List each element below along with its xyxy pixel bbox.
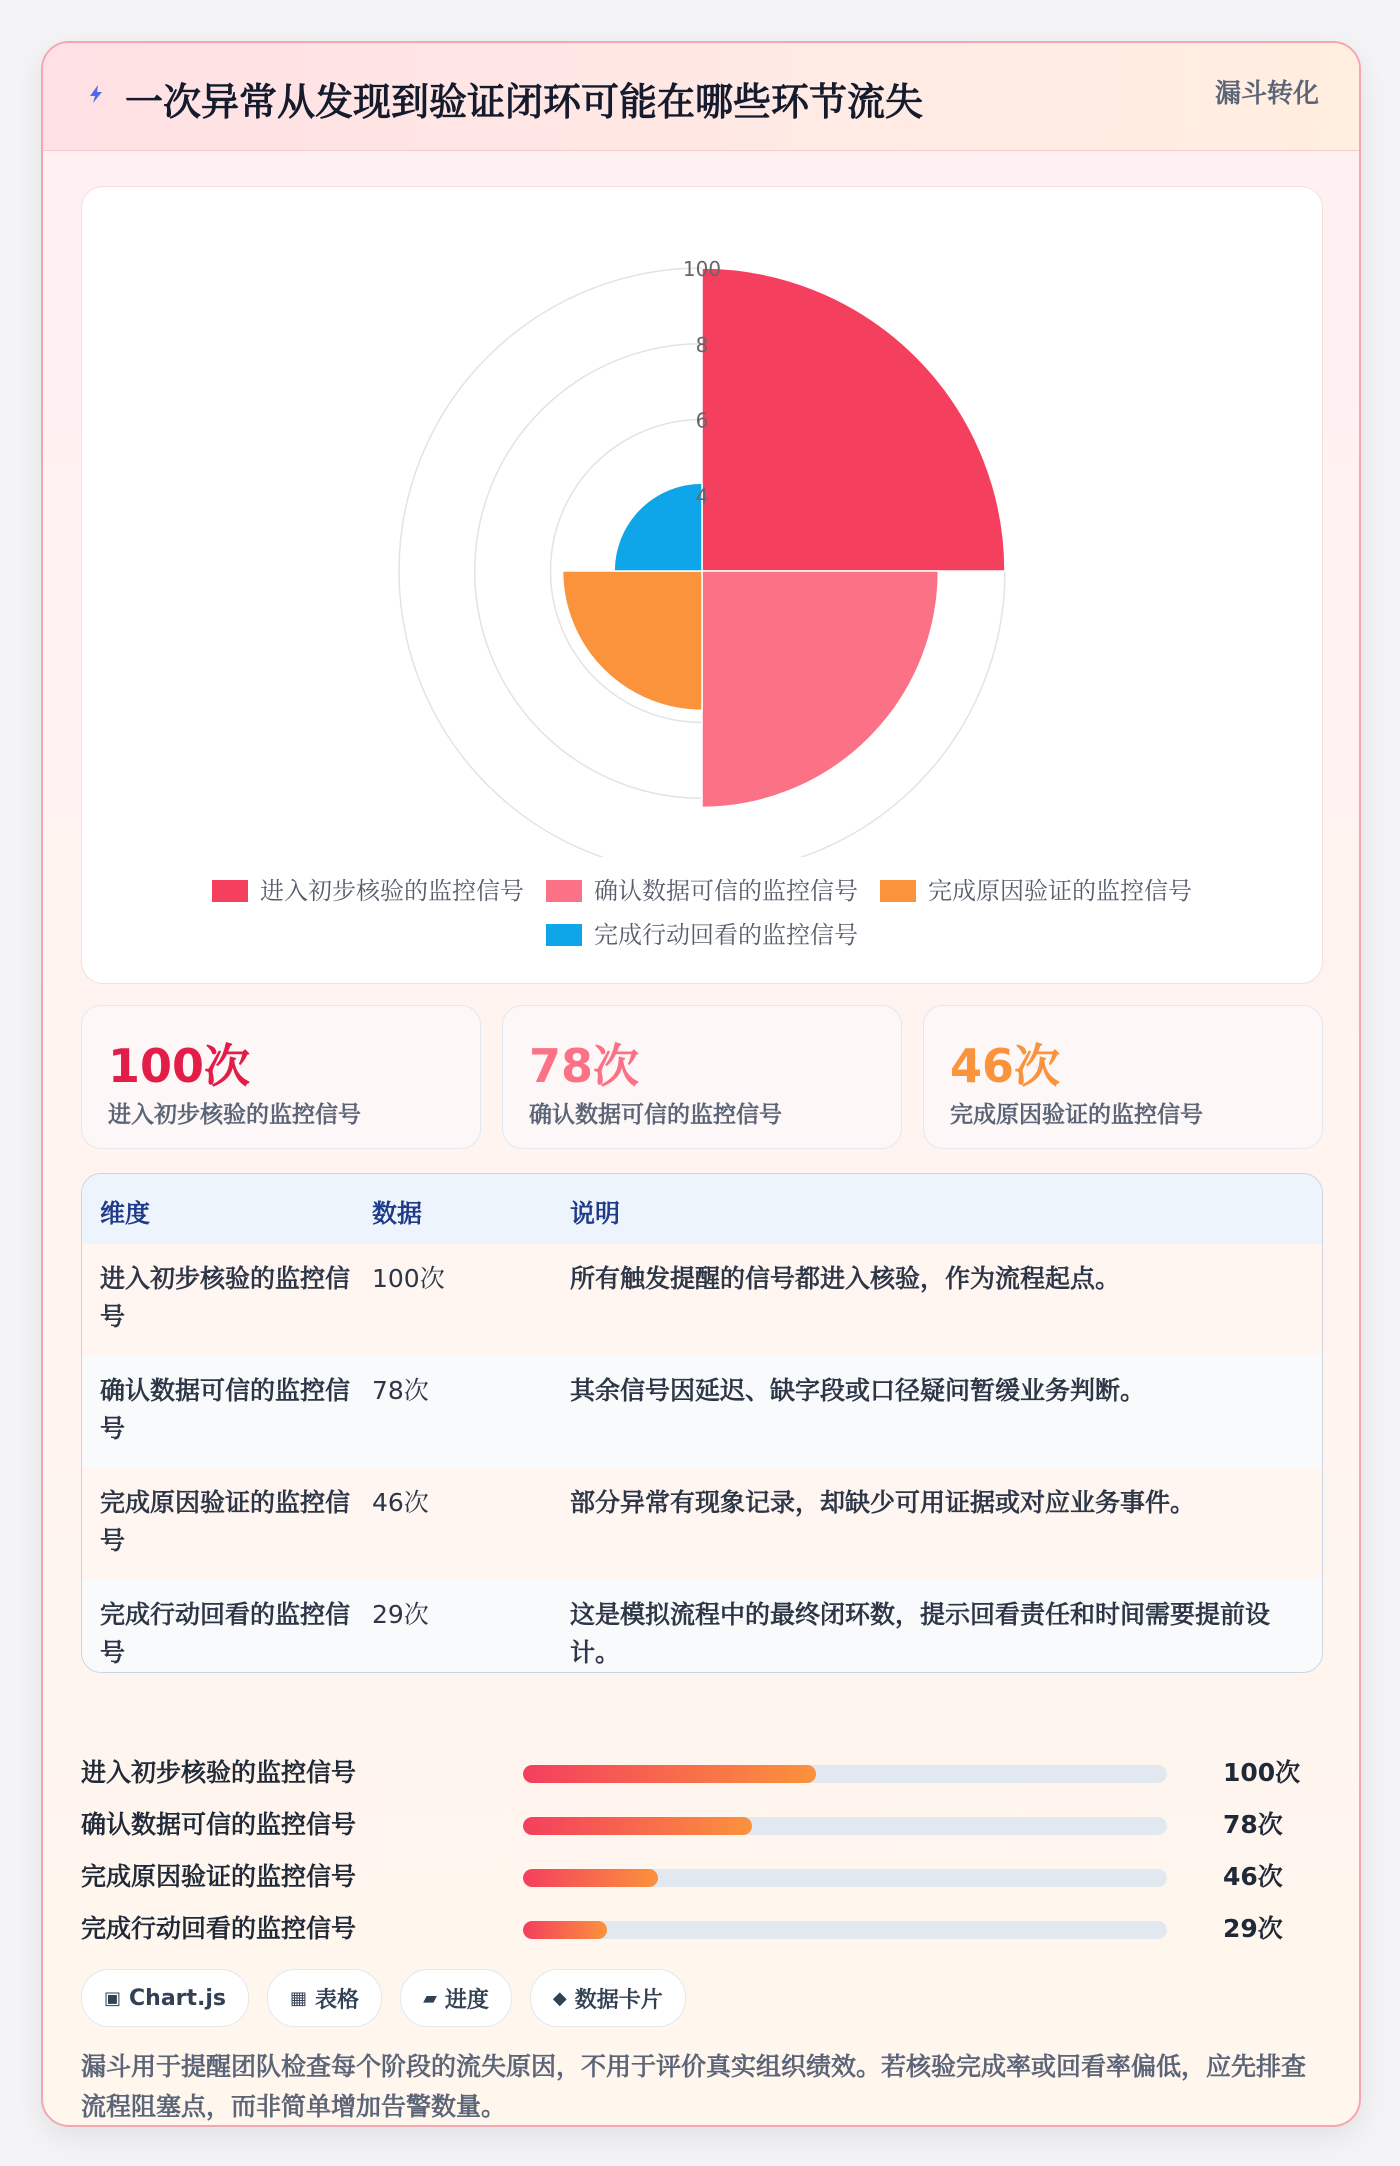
- progress-icon: ▰: [423, 1987, 437, 2009]
- progress-track: [523, 1817, 1167, 1835]
- table-cell-data: 46次: [372, 1488, 429, 1517]
- stat-value-1: 100次: [108, 1039, 251, 1093]
- table-cell-data: 78次: [372, 1376, 429, 1405]
- legend-swatch-1: [212, 880, 248, 902]
- progress-track: [523, 1921, 1167, 1939]
- chart-type-badge: 漏斗转化: [1214, 79, 1319, 109]
- legend-label-1: 进入初步核验的监控信号: [260, 877, 524, 905]
- tag-list: [81, 1969, 686, 2027]
- table-header-data: 数据: [372, 1199, 423, 1228]
- lightning-icon: [85, 83, 107, 105]
- stat-value-3: 46次: [950, 1039, 1061, 1093]
- table-cell-data: 29次: [372, 1600, 429, 1629]
- table-icon: ▦: [290, 1987, 308, 2009]
- legend-swatch-3: [880, 880, 916, 902]
- legend-label-3: 完成原因验证的监控信号: [928, 877, 1192, 905]
- legend-item-4[interactable]: [546, 913, 858, 957]
- chart-legend: [82, 869, 1322, 957]
- tag-label: 表格: [315, 1987, 360, 2013]
- table-row: [82, 1356, 1322, 1469]
- stat-label-3: 完成原因验证的监控信号: [950, 1102, 1203, 1128]
- table-cell-description: 部分异常有现象记录，却缺少可用证据或对应业务事件。: [570, 1488, 1196, 1517]
- funnel-card: [41, 41, 1361, 2127]
- tag-label: 进度: [444, 1987, 489, 2013]
- table-cell-description: 所有触发提醒的信号都进入核验，作为流程起点。: [570, 1264, 1121, 1293]
- legend-swatch-2: [546, 880, 582, 902]
- footnote: 漏斗用于提醒团队检查每个阶段的流失原因，不用于评价真实组织绩效。若核验完成率或回看率偏低，应先排查流程阻塞点，而非简单增加告警数量。: [81, 2052, 1307, 2121]
- stat-card-2: [502, 1005, 902, 1149]
- tag-progress[interactable]: [400, 1969, 512, 2027]
- progress-value: 78次: [1223, 1810, 1283, 1839]
- polar-segment-4[interactable]: [614, 483, 702, 571]
- tag-label: 数据卡片: [574, 1987, 663, 2013]
- progress-list: [81, 1753, 1321, 1973]
- table-cell-dimension: 确认数据可信的监控信号: [100, 1376, 351, 1443]
- table-cell-description: 其余信号因延迟、缺字段或口径疑问暂缓业务判断。: [570, 1376, 1146, 1405]
- data-table: [81, 1173, 1323, 1673]
- table-header: [82, 1174, 1322, 1245]
- legend-item-2[interactable]: [546, 869, 858, 913]
- stat-card-3: [923, 1005, 1323, 1149]
- table-cell-dimension: 完成原因验证的监控信号: [100, 1488, 351, 1555]
- radial-tick-label: 4: [695, 484, 709, 509]
- progress-value: 46次: [1223, 1862, 1283, 1891]
- progress-value: 100次: [1223, 1758, 1301, 1787]
- table-row: [82, 1580, 1322, 1673]
- progress-track: [523, 1765, 1167, 1783]
- page-title: 一次异常从发现到验证闭环可能在哪些环节流失: [125, 80, 924, 124]
- progress-label: 完成原因验证的监控信号: [81, 1862, 357, 1891]
- polar-segment-3[interactable]: [563, 571, 702, 710]
- table-header-dimension: 维度: [100, 1199, 151, 1228]
- legend-item-1[interactable]: [212, 869, 524, 913]
- legend-item-3[interactable]: [880, 869, 1192, 913]
- table-row: [82, 1244, 1322, 1357]
- radial-tick-label: 100: [682, 257, 722, 281]
- progress-row-2: [81, 1805, 1321, 1845]
- progress-fill: [523, 1869, 658, 1887]
- polar-segment-2[interactable]: [702, 571, 938, 807]
- tag-label: Chart.js: [129, 1985, 227, 2011]
- tag-chartjs[interactable]: [81, 1969, 249, 2027]
- polar-area-chart: [82, 187, 1322, 857]
- progress-row-4: [81, 1909, 1321, 1949]
- stat-card-1: [81, 1005, 481, 1149]
- table-cell-dimension: 进入初步核验的监控信号: [100, 1264, 351, 1331]
- radial-tick-label: 8: [695, 332, 709, 357]
- table-row: [82, 1468, 1322, 1581]
- tag-table[interactable]: [267, 1969, 382, 2027]
- tag-data-card[interactable]: [530, 1969, 686, 2027]
- chart-panel: [81, 186, 1323, 984]
- stat-label-2: 确认数据可信的监控信号: [529, 1102, 782, 1128]
- progress-label: 进入初步核验的监控信号: [81, 1758, 357, 1787]
- polar-segment-1[interactable]: [702, 268, 1005, 571]
- radial-tick-label: 6: [695, 408, 709, 433]
- table-cell-description: 这是模拟流程中的最终闭环数，提示回看责任和时间需要提前设计。: [570, 1600, 1271, 1667]
- progress-fill: [523, 1921, 607, 1939]
- chart-icon: ▣: [104, 1987, 122, 2009]
- progress-fill: [523, 1765, 816, 1783]
- table-cell-dimension: 完成行动回看的监控信号: [100, 1600, 351, 1667]
- stat-value-2: 78次: [529, 1039, 640, 1093]
- progress-fill: [523, 1817, 752, 1835]
- card-header: [43, 43, 1359, 151]
- progress-label: 完成行动回看的监控信号: [81, 1914, 357, 1943]
- progress-value: 29次: [1223, 1914, 1283, 1943]
- legend-label-2: 确认数据可信的监控信号: [594, 877, 858, 905]
- progress-row-1: [81, 1753, 1321, 1793]
- table-header-description: 说明: [570, 1199, 621, 1228]
- progress-track: [523, 1869, 1167, 1887]
- card-icon: ◆: [552, 1987, 567, 2009]
- legend-label-4: 完成行动回看的监控信号: [594, 921, 858, 949]
- stat-cards: [81, 1005, 1321, 1147]
- progress-row-3: [81, 1857, 1321, 1897]
- progress-label: 确认数据可信的监控信号: [81, 1810, 357, 1839]
- stat-label-1: 进入初步核验的监控信号: [108, 1102, 361, 1128]
- legend-swatch-4: [546, 924, 582, 946]
- table-cell-data: 100次: [372, 1264, 445, 1293]
